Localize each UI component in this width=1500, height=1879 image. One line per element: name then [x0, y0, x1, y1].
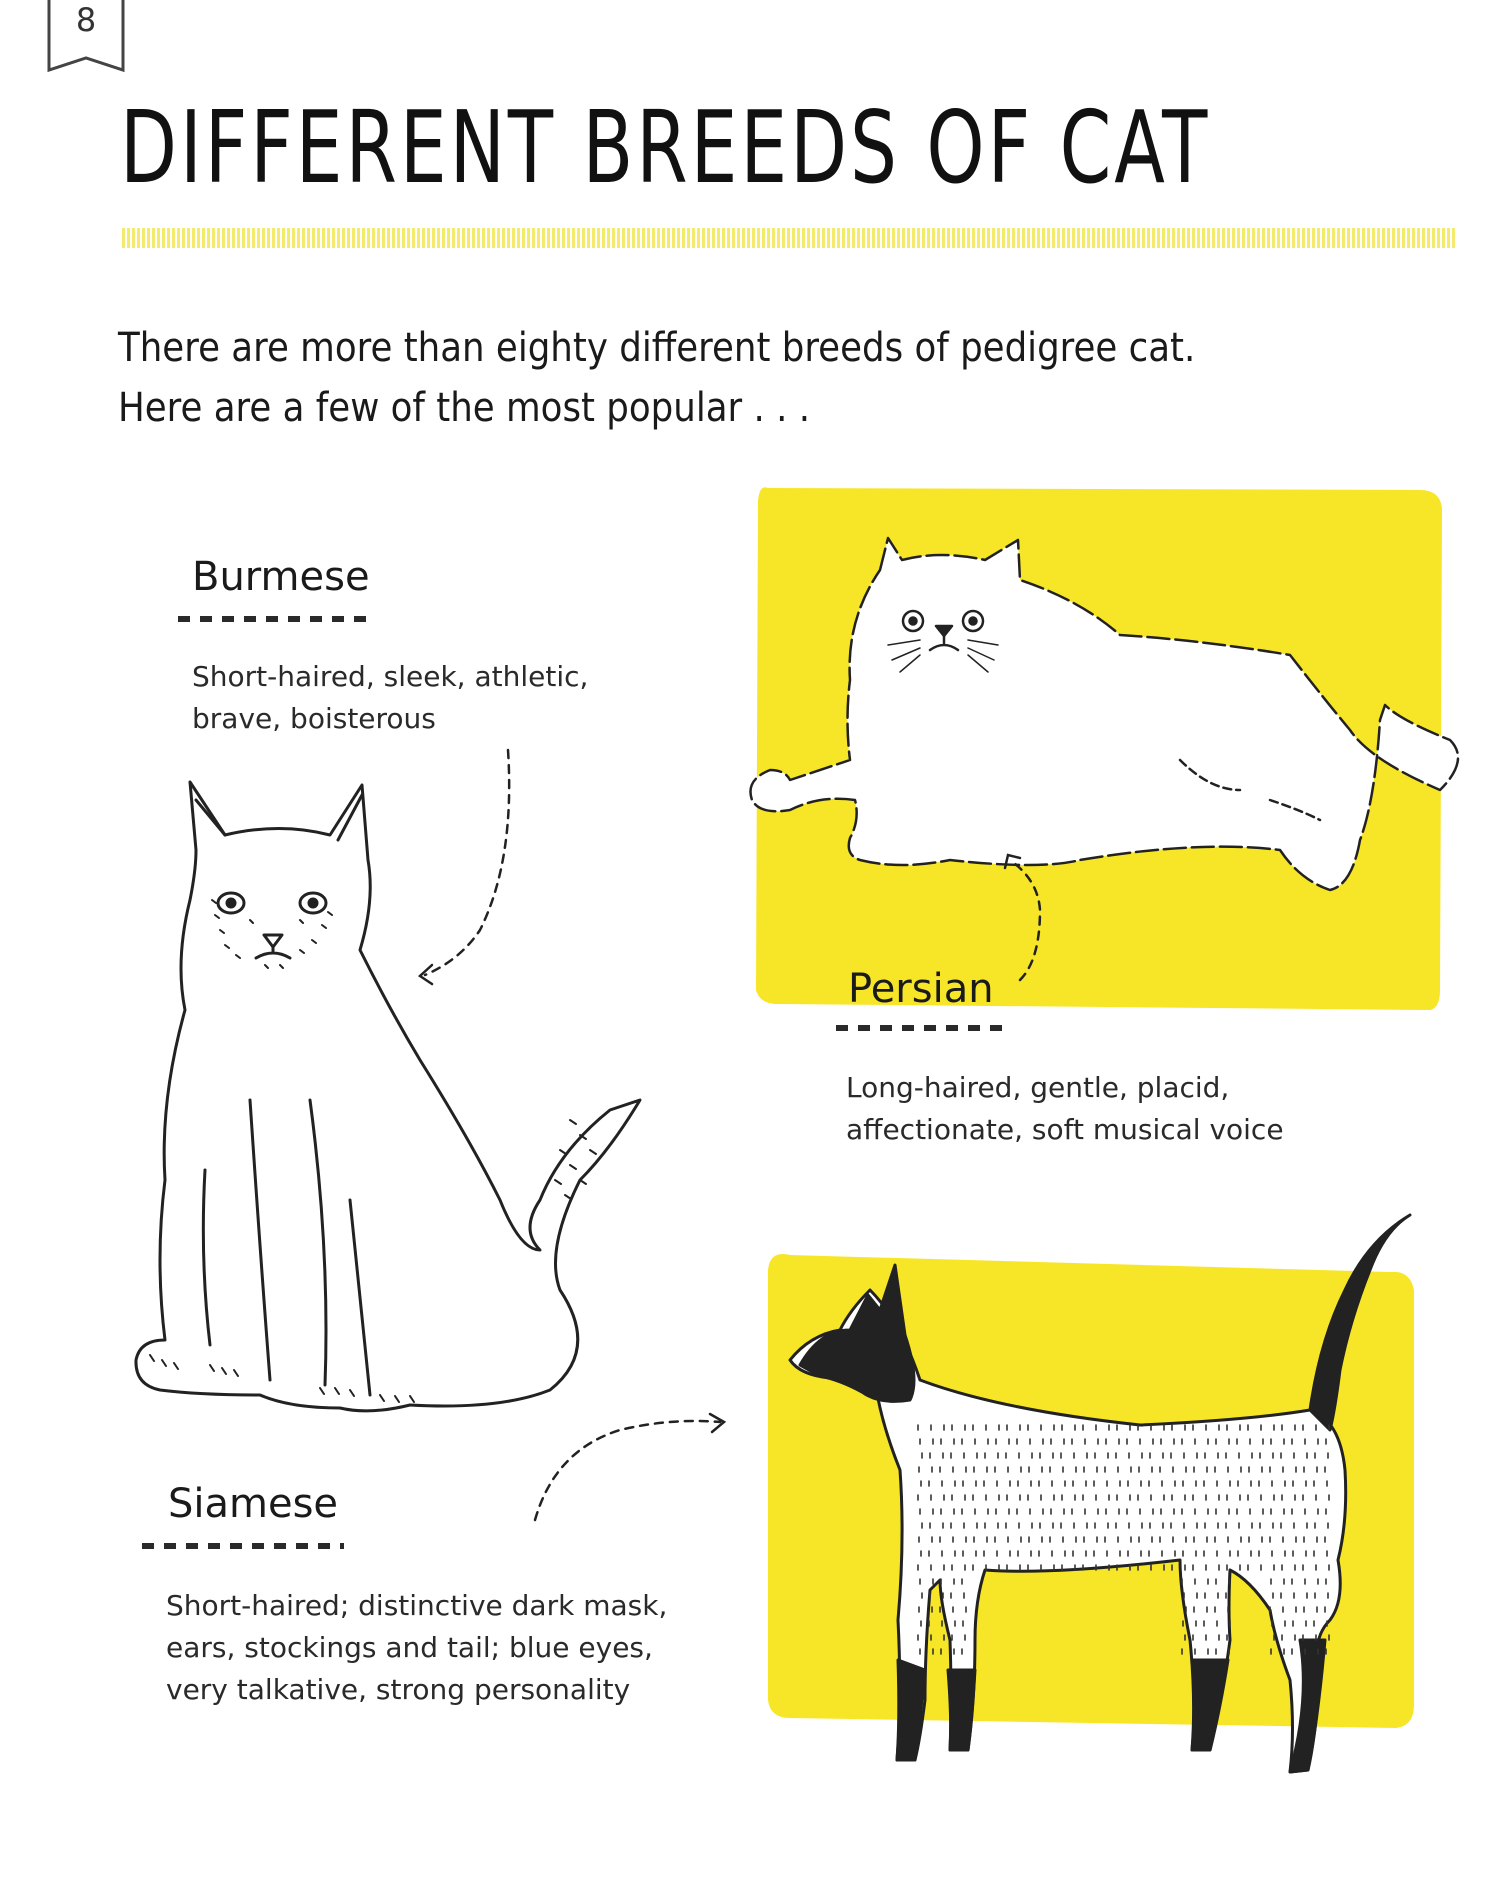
breed-underline-persian — [836, 1025, 1004, 1031]
page-number: 8 — [75, 1, 97, 39]
breed-description-burmese — [192, 656, 588, 740]
description-line: brave, boisterous — [192, 702, 436, 735]
page-title: DIFFERENT BREEDS OF CAT — [120, 89, 1211, 206]
breed-name-persian: Persian — [848, 966, 994, 1012]
burmese-cat-illustration — [136, 782, 640, 1411]
breed-description-siamese — [166, 1585, 667, 1711]
breed-name-burmese: Burmese — [192, 554, 370, 600]
siamese-arrow — [535, 1414, 724, 1520]
burmese-arrow — [420, 750, 509, 984]
description-line: Long-haired, gentle, placid, — [846, 1071, 1230, 1104]
intro-line-2: Here are a few of the most popular . . . — [118, 385, 811, 431]
intro-line-1: There are more than eighty different breeds of pedigree cat. — [118, 325, 1196, 371]
description-line: Short-haired, sleek, athletic, — [192, 660, 589, 693]
breed-underline-siamese — [142, 1543, 344, 1549]
description-line: very talkative, strong personality — [166, 1673, 631, 1706]
description-line: affectionate, soft musical voice — [846, 1113, 1284, 1146]
breed-name-siamese: Siamese — [168, 1481, 339, 1527]
breed-underline-burmese — [178, 616, 368, 622]
breed-description-persian — [846, 1067, 1284, 1151]
description-line: ears, stockings and tail; blue eyes, — [166, 1631, 653, 1664]
description-line: Short-haired; distinctive dark mask, — [166, 1589, 668, 1622]
